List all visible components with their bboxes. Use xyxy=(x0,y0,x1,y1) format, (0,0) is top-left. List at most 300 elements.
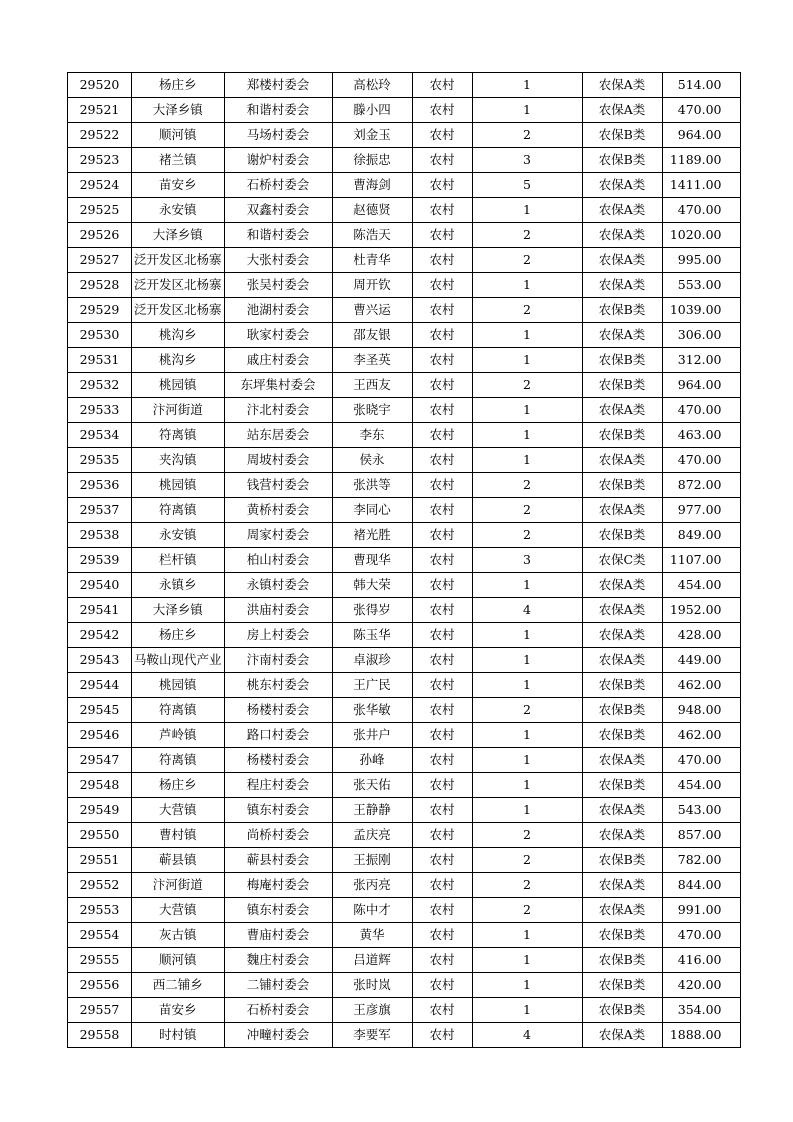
amount-cell: 1411.00 xyxy=(662,173,740,198)
person-name-cell: 赵德贤 xyxy=(332,198,412,223)
town-cell: 桃园镇 xyxy=(132,373,225,398)
amount-cell: 463.00 xyxy=(662,423,740,448)
residence-type-cell: 农村 xyxy=(412,673,472,698)
household-count-cell: 2 xyxy=(472,123,582,148)
person-name-cell: 邵友银 xyxy=(332,323,412,348)
record-id-cell: 29540 xyxy=(68,573,132,598)
household-count-cell: 2 xyxy=(472,473,582,498)
record-id-cell: 29531 xyxy=(68,348,132,373)
household-count-cell: 4 xyxy=(472,598,582,623)
beneficiary-table xyxy=(67,72,741,1048)
person-name-cell: 周开钦 xyxy=(332,273,412,298)
table-row xyxy=(68,648,741,673)
person-name-cell: 张丙亮 xyxy=(332,873,412,898)
person-name-cell: 张华敏 xyxy=(332,698,412,723)
residence-type-cell: 农村 xyxy=(412,223,472,248)
residence-type-cell: 农村 xyxy=(412,973,472,998)
insurance-category-cell: 农保A类 xyxy=(582,323,662,348)
household-count-cell: 5 xyxy=(472,173,582,198)
table-row xyxy=(68,323,741,348)
village-committee-cell: 石桥村委会 xyxy=(224,998,332,1023)
table-row xyxy=(68,723,741,748)
insurance-category-cell: 农保A类 xyxy=(582,623,662,648)
table-row xyxy=(68,98,741,123)
town-cell: 符离镇 xyxy=(132,698,225,723)
amount-cell: 849.00 xyxy=(662,523,740,548)
record-id-cell: 29558 xyxy=(68,1023,132,1048)
town-cell: 大泽乡镇 xyxy=(132,598,225,623)
insurance-category-cell: 农保B类 xyxy=(582,673,662,698)
village-committee-cell: 二铺村委会 xyxy=(224,973,332,998)
record-id-cell: 29525 xyxy=(68,198,132,223)
person-name-cell: 曹现华 xyxy=(332,548,412,573)
person-name-cell: 曹海剑 xyxy=(332,173,412,198)
residence-type-cell: 农村 xyxy=(412,848,472,873)
household-count-cell: 1 xyxy=(472,948,582,973)
amount-cell: 420.00 xyxy=(662,973,740,998)
town-cell: 符离镇 xyxy=(132,423,225,448)
record-id-cell: 29547 xyxy=(68,748,132,773)
town-cell: 桃园镇 xyxy=(132,473,225,498)
insurance-category-cell: 农保B类 xyxy=(582,698,662,723)
record-id-cell: 29556 xyxy=(68,973,132,998)
residence-type-cell: 农村 xyxy=(412,623,472,648)
table-row xyxy=(68,273,741,298)
village-committee-cell: 永镇村委会 xyxy=(224,573,332,598)
person-name-cell: 张晓宇 xyxy=(332,398,412,423)
person-name-cell: 陈中才 xyxy=(332,898,412,923)
table-row xyxy=(68,123,741,148)
amount-cell: 470.00 xyxy=(662,198,740,223)
village-committee-cell: 汴南村委会 xyxy=(224,648,332,673)
residence-type-cell: 农村 xyxy=(412,248,472,273)
village-committee-cell: 谢炉村委会 xyxy=(224,148,332,173)
person-name-cell: 徐振忠 xyxy=(332,148,412,173)
town-cell: 夹沟镇 xyxy=(132,448,225,473)
amount-cell: 991.00 xyxy=(662,898,740,923)
person-name-cell: 李圣英 xyxy=(332,348,412,373)
table-row xyxy=(68,823,741,848)
village-committee-cell: 洪庙村委会 xyxy=(224,598,332,623)
household-count-cell: 2 xyxy=(472,848,582,873)
household-count-cell: 1 xyxy=(472,423,582,448)
person-name-cell: 张井户 xyxy=(332,723,412,748)
table-row xyxy=(68,898,741,923)
household-count-cell: 1 xyxy=(472,323,582,348)
residence-type-cell: 农村 xyxy=(412,423,472,448)
table-row xyxy=(68,698,741,723)
record-id-cell: 29533 xyxy=(68,398,132,423)
village-committee-cell: 张吴村委会 xyxy=(224,273,332,298)
amount-cell: 553.00 xyxy=(662,273,740,298)
residence-type-cell: 农村 xyxy=(412,98,472,123)
residence-type-cell: 农村 xyxy=(412,823,472,848)
town-cell: 符离镇 xyxy=(132,498,225,523)
insurance-category-cell: 农保A类 xyxy=(582,748,662,773)
town-cell: 桃沟乡 xyxy=(132,323,225,348)
residence-type-cell: 农村 xyxy=(412,798,472,823)
town-cell: 汴河街道 xyxy=(132,873,225,898)
insurance-category-cell: 农保B类 xyxy=(582,848,662,873)
insurance-category-cell: 农保C类 xyxy=(582,548,662,573)
amount-cell: 428.00 xyxy=(662,623,740,648)
amount-cell: 948.00 xyxy=(662,698,740,723)
town-cell: 灰古镇 xyxy=(132,923,225,948)
village-committee-cell: 周坡村委会 xyxy=(224,448,332,473)
person-name-cell: 王广民 xyxy=(332,673,412,698)
insurance-category-cell: 农保B类 xyxy=(582,948,662,973)
village-committee-cell: 耿家村委会 xyxy=(224,323,332,348)
insurance-category-cell: 农保B类 xyxy=(582,523,662,548)
household-count-cell: 1 xyxy=(472,673,582,698)
household-count-cell: 1 xyxy=(472,648,582,673)
household-count-cell: 2 xyxy=(472,373,582,398)
table-row xyxy=(68,198,741,223)
household-count-cell: 2 xyxy=(472,698,582,723)
record-id-cell: 29523 xyxy=(68,148,132,173)
village-committee-cell: 冲疃村委会 xyxy=(224,1023,332,1048)
record-id-cell: 29555 xyxy=(68,948,132,973)
record-id-cell: 29550 xyxy=(68,823,132,848)
village-committee-cell: 郑楼村委会 xyxy=(224,73,332,98)
town-cell: 栏杆镇 xyxy=(132,548,225,573)
record-id-cell: 29521 xyxy=(68,98,132,123)
village-committee-cell: 镇东村委会 xyxy=(224,898,332,923)
insurance-category-cell: 农保A类 xyxy=(582,1023,662,1048)
household-count-cell: 1 xyxy=(472,73,582,98)
household-count-cell: 2 xyxy=(472,498,582,523)
insurance-category-cell: 农保B类 xyxy=(582,298,662,323)
village-committee-cell: 曹庙村委会 xyxy=(224,923,332,948)
town-cell: 苗安乡 xyxy=(132,998,225,1023)
amount-cell: 1952.00 xyxy=(662,598,740,623)
person-name-cell: 韩大荣 xyxy=(332,573,412,598)
residence-type-cell: 农村 xyxy=(412,898,472,923)
table-row xyxy=(68,523,741,548)
household-count-cell: 2 xyxy=(472,823,582,848)
residence-type-cell: 农村 xyxy=(412,923,472,948)
household-count-cell: 1 xyxy=(472,198,582,223)
record-id-cell: 29534 xyxy=(68,423,132,448)
record-id-cell: 29529 xyxy=(68,298,132,323)
household-count-cell: 2 xyxy=(472,298,582,323)
village-committee-cell: 周家村委会 xyxy=(224,523,332,548)
amount-cell: 1888.00 xyxy=(662,1023,740,1048)
residence-type-cell: 农村 xyxy=(412,948,472,973)
insurance-category-cell: 农保A类 xyxy=(582,223,662,248)
amount-cell: 514.00 xyxy=(662,73,740,98)
record-id-cell: 29526 xyxy=(68,223,132,248)
insurance-category-cell: 农保B类 xyxy=(582,773,662,798)
town-cell: 芦岭镇 xyxy=(132,723,225,748)
person-name-cell: 滕小四 xyxy=(332,98,412,123)
record-id-cell: 29530 xyxy=(68,323,132,348)
village-committee-cell: 路口村委会 xyxy=(224,723,332,748)
record-id-cell: 29524 xyxy=(68,173,132,198)
town-cell: 大泽乡镇 xyxy=(132,223,225,248)
record-id-cell: 29527 xyxy=(68,248,132,273)
insurance-category-cell: 农保A类 xyxy=(582,98,662,123)
village-committee-cell: 双鑫村委会 xyxy=(224,198,332,223)
person-name-cell: 王静静 xyxy=(332,798,412,823)
table-row xyxy=(68,148,741,173)
residence-type-cell: 农村 xyxy=(412,548,472,573)
insurance-category-cell: 农保A类 xyxy=(582,598,662,623)
record-id-cell: 29543 xyxy=(68,648,132,673)
village-committee-cell: 石桥村委会 xyxy=(224,173,332,198)
amount-cell: 462.00 xyxy=(662,723,740,748)
record-id-cell: 29522 xyxy=(68,123,132,148)
record-id-cell: 29539 xyxy=(68,548,132,573)
person-name-cell: 王彦旗 xyxy=(332,998,412,1023)
town-cell: 泛开发区北杨寨 xyxy=(132,273,225,298)
town-cell: 大营镇 xyxy=(132,798,225,823)
town-cell: 苗安乡 xyxy=(132,173,225,198)
town-cell: 蕲县镇 xyxy=(132,848,225,873)
insurance-category-cell: 农保B类 xyxy=(582,148,662,173)
table-row xyxy=(68,298,741,323)
household-count-cell: 1 xyxy=(472,723,582,748)
residence-type-cell: 农村 xyxy=(412,198,472,223)
record-id-cell: 29541 xyxy=(68,598,132,623)
amount-cell: 312.00 xyxy=(662,348,740,373)
person-name-cell: 张天佑 xyxy=(332,773,412,798)
household-count-cell: 1 xyxy=(472,973,582,998)
village-committee-cell: 柏山村委会 xyxy=(224,548,332,573)
residence-type-cell: 农村 xyxy=(412,648,472,673)
household-count-cell: 2 xyxy=(472,873,582,898)
village-committee-cell: 黄桥村委会 xyxy=(224,498,332,523)
village-committee-cell: 尚桥村委会 xyxy=(224,823,332,848)
village-committee-cell: 镇东村委会 xyxy=(224,798,332,823)
household-count-cell: 1 xyxy=(472,448,582,473)
insurance-category-cell: 农保A类 xyxy=(582,73,662,98)
residence-type-cell: 农村 xyxy=(412,523,472,548)
person-name-cell: 陈玉华 xyxy=(332,623,412,648)
residence-type-cell: 农村 xyxy=(412,723,472,748)
residence-type-cell: 农村 xyxy=(412,298,472,323)
table-row xyxy=(68,1023,741,1048)
person-name-cell: 曹兴运 xyxy=(332,298,412,323)
town-cell: 永安镇 xyxy=(132,198,225,223)
table-row xyxy=(68,623,741,648)
insurance-category-cell: 农保A类 xyxy=(582,248,662,273)
residence-type-cell: 农村 xyxy=(412,498,472,523)
amount-cell: 1039.00 xyxy=(662,298,740,323)
household-count-cell: 3 xyxy=(472,148,582,173)
village-committee-cell: 马场村委会 xyxy=(224,123,332,148)
table-row xyxy=(68,73,741,98)
insurance-category-cell: 农保A类 xyxy=(582,873,662,898)
town-cell: 符离镇 xyxy=(132,748,225,773)
insurance-category-cell: 农保B类 xyxy=(582,373,662,398)
household-count-cell: 2 xyxy=(472,248,582,273)
amount-cell: 782.00 xyxy=(662,848,740,873)
insurance-category-cell: 农保A类 xyxy=(582,573,662,598)
household-count-cell: 1 xyxy=(472,348,582,373)
town-cell: 大营镇 xyxy=(132,898,225,923)
town-cell: 马鞍山现代产业 xyxy=(132,648,225,673)
village-committee-cell: 和谐村委会 xyxy=(224,98,332,123)
amount-cell: 462.00 xyxy=(662,673,740,698)
village-committee-cell: 桃东村委会 xyxy=(224,673,332,698)
amount-cell: 964.00 xyxy=(662,373,740,398)
town-cell: 褚兰镇 xyxy=(132,148,225,173)
person-name-cell: 张洪等 xyxy=(332,473,412,498)
table-row xyxy=(68,423,741,448)
residence-type-cell: 农村 xyxy=(412,173,472,198)
town-cell: 桃沟乡 xyxy=(132,348,225,373)
insurance-category-cell: 农保B类 xyxy=(582,973,662,998)
insurance-category-cell: 农保A类 xyxy=(582,798,662,823)
record-id-cell: 29538 xyxy=(68,523,132,548)
town-cell: 杨庄乡 xyxy=(132,773,225,798)
household-count-cell: 2 xyxy=(472,223,582,248)
village-committee-cell: 戚庄村委会 xyxy=(224,348,332,373)
person-name-cell: 侯永 xyxy=(332,448,412,473)
record-id-cell: 29535 xyxy=(68,448,132,473)
town-cell: 顺河镇 xyxy=(132,948,225,973)
village-committee-cell: 汴北村委会 xyxy=(224,398,332,423)
insurance-category-cell: 农保A类 xyxy=(582,823,662,848)
town-cell: 泛开发区北杨寨 xyxy=(132,248,225,273)
insurance-category-cell: 农保B类 xyxy=(582,123,662,148)
village-committee-cell: 杨楼村委会 xyxy=(224,698,332,723)
record-id-cell: 29548 xyxy=(68,773,132,798)
village-committee-cell: 大张村委会 xyxy=(224,248,332,273)
person-name-cell: 陈浩天 xyxy=(332,223,412,248)
table-row xyxy=(68,948,741,973)
insurance-category-cell: 农保A类 xyxy=(582,648,662,673)
table-row xyxy=(68,348,741,373)
residence-type-cell: 农村 xyxy=(412,698,472,723)
household-count-cell: 3 xyxy=(472,548,582,573)
amount-cell: 872.00 xyxy=(662,473,740,498)
record-id-cell: 29544 xyxy=(68,673,132,698)
amount-cell: 454.00 xyxy=(662,573,740,598)
table-row xyxy=(68,223,741,248)
residence-type-cell: 农村 xyxy=(412,348,472,373)
insurance-category-cell: 农保A类 xyxy=(582,498,662,523)
household-count-cell: 1 xyxy=(472,623,582,648)
village-committee-cell: 程庄村委会 xyxy=(224,773,332,798)
town-cell: 顺河镇 xyxy=(132,123,225,148)
table-row xyxy=(68,548,741,573)
insurance-category-cell: 农保B类 xyxy=(582,923,662,948)
insurance-category-cell: 农保B类 xyxy=(582,348,662,373)
amount-cell: 964.00 xyxy=(662,123,740,148)
record-id-cell: 29528 xyxy=(68,273,132,298)
town-cell: 大泽乡镇 xyxy=(132,98,225,123)
amount-cell: 543.00 xyxy=(662,798,740,823)
record-id-cell: 29542 xyxy=(68,623,132,648)
residence-type-cell: 农村 xyxy=(412,398,472,423)
person-name-cell: 杜青华 xyxy=(332,248,412,273)
insurance-category-cell: 农保A类 xyxy=(582,898,662,923)
table-row xyxy=(68,973,741,998)
table-row xyxy=(68,248,741,273)
residence-type-cell: 农村 xyxy=(412,148,472,173)
record-id-cell: 29520 xyxy=(68,73,132,98)
table-body xyxy=(68,73,741,1048)
table-row xyxy=(68,748,741,773)
residence-type-cell: 农村 xyxy=(412,273,472,298)
table-row xyxy=(68,873,741,898)
table-row xyxy=(68,923,741,948)
record-id-cell: 29551 xyxy=(68,848,132,873)
person-name-cell: 张得岁 xyxy=(332,598,412,623)
household-count-cell: 2 xyxy=(472,898,582,923)
person-name-cell: 刘金玉 xyxy=(332,123,412,148)
table-row xyxy=(68,173,741,198)
amount-cell: 857.00 xyxy=(662,823,740,848)
residence-type-cell: 农村 xyxy=(412,873,472,898)
record-id-cell: 29545 xyxy=(68,698,132,723)
table-row xyxy=(68,848,741,873)
household-count-cell: 1 xyxy=(472,398,582,423)
household-count-cell: 1 xyxy=(472,748,582,773)
person-name-cell: 王振刚 xyxy=(332,848,412,873)
amount-cell: 470.00 xyxy=(662,923,740,948)
person-name-cell: 李要军 xyxy=(332,1023,412,1048)
amount-cell: 454.00 xyxy=(662,773,740,798)
household-count-cell: 1 xyxy=(472,923,582,948)
record-id-cell: 29549 xyxy=(68,798,132,823)
town-cell: 曹村镇 xyxy=(132,823,225,848)
residence-type-cell: 农村 xyxy=(412,448,472,473)
residence-type-cell: 农村 xyxy=(412,373,472,398)
table-row xyxy=(68,498,741,523)
village-committee-cell: 池湖村委会 xyxy=(224,298,332,323)
amount-cell: 470.00 xyxy=(662,98,740,123)
residence-type-cell: 农村 xyxy=(412,123,472,148)
household-count-cell: 1 xyxy=(472,773,582,798)
household-count-cell: 4 xyxy=(472,1023,582,1048)
town-cell: 时村镇 xyxy=(132,1023,225,1048)
table-row xyxy=(68,798,741,823)
insurance-category-cell: 农保B类 xyxy=(582,998,662,1023)
person-name-cell: 黄华 xyxy=(332,923,412,948)
residence-type-cell: 农村 xyxy=(412,323,472,348)
town-cell: 西二铺乡 xyxy=(132,973,225,998)
insurance-category-cell: 农保A类 xyxy=(582,173,662,198)
household-count-cell: 1 xyxy=(472,273,582,298)
amount-cell: 306.00 xyxy=(662,323,740,348)
town-cell: 杨庄乡 xyxy=(132,623,225,648)
amount-cell: 470.00 xyxy=(662,448,740,473)
village-committee-cell: 杨楼村委会 xyxy=(224,748,332,773)
record-id-cell: 29537 xyxy=(68,498,132,523)
record-id-cell: 29557 xyxy=(68,998,132,1023)
person-name-cell: 孙峰 xyxy=(332,748,412,773)
town-cell: 永镇乡 xyxy=(132,573,225,598)
residence-type-cell: 农村 xyxy=(412,1023,472,1048)
person-name-cell: 卓淑珍 xyxy=(332,648,412,673)
amount-cell: 470.00 xyxy=(662,748,740,773)
town-cell: 桃园镇 xyxy=(132,673,225,698)
insurance-category-cell: 农保A类 xyxy=(582,398,662,423)
village-committee-cell: 蕲县村委会 xyxy=(224,848,332,873)
household-count-cell: 1 xyxy=(472,573,582,598)
town-cell: 泛开发区北杨寨 xyxy=(132,298,225,323)
person-name-cell: 高松玲 xyxy=(332,73,412,98)
household-count-cell: 1 xyxy=(472,798,582,823)
person-name-cell: 孟庆亮 xyxy=(332,823,412,848)
village-committee-cell: 钱营村委会 xyxy=(224,473,332,498)
table-row xyxy=(68,473,741,498)
village-committee-cell: 梅庵村委会 xyxy=(224,873,332,898)
household-count-cell: 1 xyxy=(472,98,582,123)
